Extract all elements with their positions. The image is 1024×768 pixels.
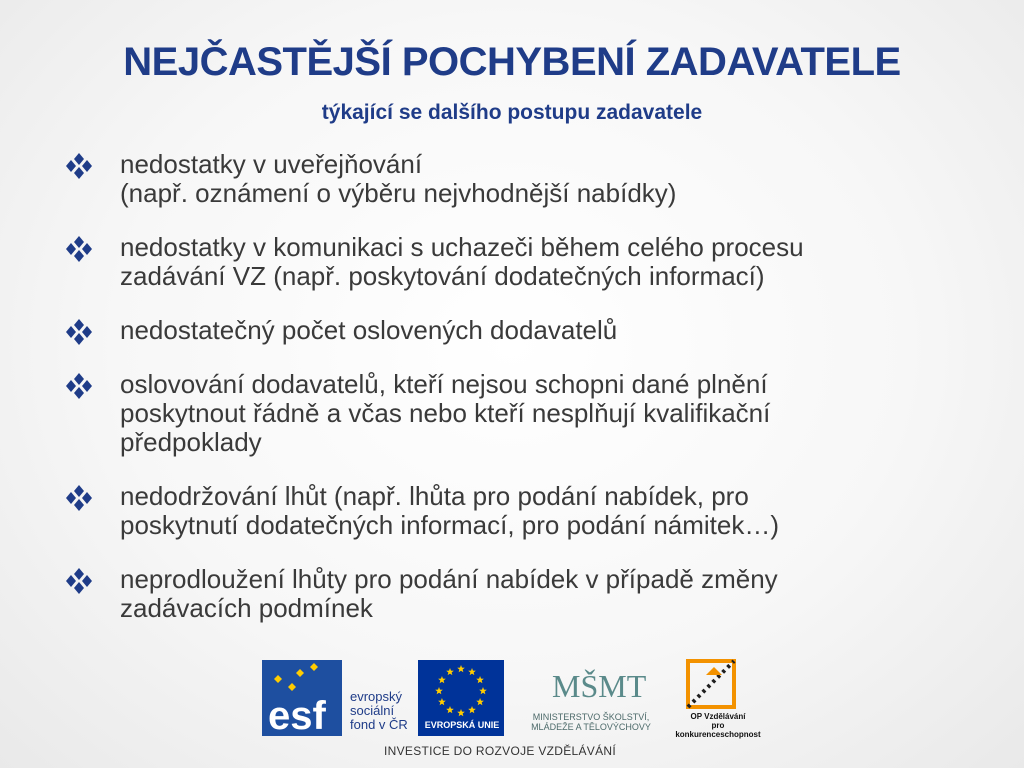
list-item-text xyxy=(120,233,804,291)
list-item-line: nedostatky v komunikaci s uchazeči během celého procesu xyxy=(120,232,804,262)
msmt-logo xyxy=(552,668,647,704)
list-item-line: nedostatky v uveřejňování xyxy=(120,149,423,179)
list-item xyxy=(62,316,982,345)
msmt-caption xyxy=(511,712,671,732)
list-item-text xyxy=(120,482,779,540)
list-item-line: zadávání VZ (např. poskytování dodatečných informací) xyxy=(120,261,765,291)
list-item-line: poskytnout řádně a včas nebo kteří nesplňují kvalifikační xyxy=(120,398,771,428)
slide-title: NEJČASTĚJŠÍ POCHYBENÍ ZADAVATELE xyxy=(123,40,901,84)
esf-logo xyxy=(262,660,342,738)
footer-tagline: INVESTICE DO ROZVOJE VZDĚLÁVÁNÍ xyxy=(384,744,617,758)
list-item xyxy=(62,565,982,623)
list-item-line: nedodržování lhůt (např. lhůta pro podání nabídek, pro xyxy=(120,481,749,511)
list-item-line: poskytnutí dodatečných informací, pro podání námitek…) xyxy=(120,510,780,540)
list-item-text xyxy=(120,565,778,623)
list-item-line: neprodloužení lhůty pro podání nabídek v případě změny xyxy=(120,564,778,594)
msmt-caption-line: MLÁDEŽE A TĚLOVÝCHOVY xyxy=(531,722,651,732)
list-item xyxy=(62,233,982,291)
list-item xyxy=(62,150,982,208)
op-caption xyxy=(668,712,768,739)
op-logo-dots xyxy=(688,661,734,707)
slide-subtitle: týkající se dalšího postupu zadavatele xyxy=(321,101,703,124)
diamond-bullet-icon xyxy=(62,153,96,179)
esf-logo-text: esf xyxy=(268,694,326,738)
op-logo-arrow xyxy=(706,667,722,675)
eu-label: EVROPSKÁ UNIE xyxy=(424,720,500,730)
list-item-line: nedostatečný počet oslovených dodavatelů xyxy=(120,315,618,345)
diamond-bullet-icon xyxy=(62,319,96,345)
list-item-text xyxy=(120,370,770,457)
op-caption-line: pro konkurenceschopnost xyxy=(675,721,761,739)
diamond-bullet-icon xyxy=(62,568,96,594)
op-logo xyxy=(688,661,734,707)
msmt-caption-line: MINISTERSTVO ŠKOLSTVÍ, xyxy=(532,712,650,722)
esf-subtitle-line: evropský xyxy=(350,689,403,704)
esf-subtitle xyxy=(350,690,408,732)
list-item-line: oslovování dodavatelů, kteří nejsou schopni dané plnění xyxy=(120,369,768,399)
list-item-text xyxy=(120,150,676,208)
msmt-logo-text: MŠMT xyxy=(552,668,647,704)
esf-subtitle-line: sociální xyxy=(350,703,395,718)
list-item-text xyxy=(120,316,617,345)
list-item xyxy=(62,482,982,540)
diamond-bullet-icon xyxy=(62,236,96,262)
diamond-bullet-icon xyxy=(62,373,96,399)
list-item-line: zadávacích podmínek xyxy=(120,593,373,623)
list-item-line: předpoklady xyxy=(120,427,262,457)
diamond-bullet-icon xyxy=(62,485,96,511)
list-item-line: (např. oznámení o výběru nejvhodnější nabídky) xyxy=(120,178,677,208)
esf-subtitle-line: fond v ČR xyxy=(350,717,408,732)
list-item xyxy=(62,370,982,457)
op-caption-line: OP Vzdělávání xyxy=(690,712,746,721)
bullet-list xyxy=(62,150,982,648)
